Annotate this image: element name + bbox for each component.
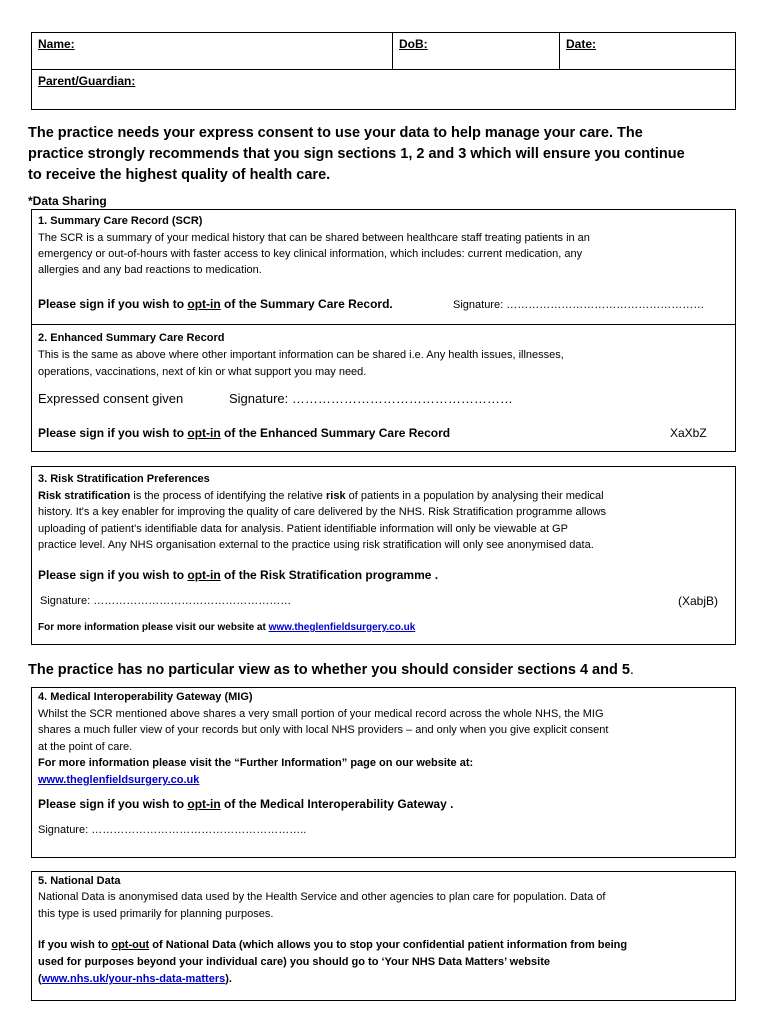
s1-sign-pre: Please sign if you wish to: [38, 297, 188, 311]
s4-line-1: Whilst the SCR mentioned above shares a very small portion of your medical record across the whole NHS, the MIG: [38, 708, 604, 720]
intro-line-1: The practice needs your express consent to use your data to help manage your care. The: [28, 125, 643, 141]
s5-opt-out-line-3: [38, 971, 232, 987]
s2-handwritten-signature: XaXbZ: [670, 426, 707, 440]
intro-line-3: to receive the highest quality of health care.: [28, 167, 331, 183]
name-label: Name:: [38, 37, 75, 51]
s4-website-link[interactable]: www.theglenfieldsurgery.co.uk: [38, 774, 200, 786]
s4-line-2: shares a much fuller view of your records but only with local NHS providers – and only when you give explicit consent: [38, 724, 609, 736]
s5-line-1: National Data is anonymised data used by the Health Service and other agencies to plan care for population. Data of: [38, 891, 606, 903]
section-1-summary-care-record: [31, 209, 736, 325]
s5-p3-open: (: [38, 973, 42, 985]
s3-line-1: [38, 488, 604, 504]
s1-opt-in: opt-in: [187, 297, 221, 311]
name-cell[interactable]: [32, 33, 393, 69]
s2-opt-in: opt-in: [187, 426, 221, 440]
s1-line-1: The SCR is a summary of your medical history that can be shared between healthcare staff treating patients in an: [38, 232, 590, 244]
parent-cell[interactable]: [32, 70, 735, 109]
section-3-risk-stratification: [31, 466, 736, 645]
date-cell[interactable]: [560, 33, 735, 69]
s4-more-info: For more information please visit the “Further Information” page on our website at:: [38, 757, 474, 769]
section-2-enhanced-scr: [31, 324, 736, 452]
s3-more-info: [38, 620, 415, 636]
s3-line-3: uploading of patient’s identifiable data for analysis. Patient identifiable information will only be viewable at GP: [38, 523, 568, 535]
s5-line-2: this type is used primarily for planning purposes.: [38, 908, 274, 920]
s2-line-2: operations, vaccinations, next of kin or what support you may need.: [38, 366, 367, 378]
s5-p3-close: ).: [225, 973, 232, 985]
s1-sign-post: of the Summary Care Record.: [220, 297, 393, 311]
mid-dot: .: [629, 662, 634, 678]
mid-text: The practice has no particular view as to whether you should consider sections 4 and 5: [28, 662, 630, 678]
s5-title: 5. National Data: [38, 875, 121, 887]
section-5-national-data: [31, 871, 736, 1001]
s4-sign-prompt: [38, 796, 453, 812]
s4-opt-in: opt-in: [187, 797, 221, 811]
s4-signature-field[interactable]: Signature: …………………………………………………..: [38, 824, 307, 836]
s1-line-2: emergency or out-of-hours with faster access to key clinical information, which includes: current medication, any: [38, 248, 583, 260]
s1-sign-prompt: [38, 296, 393, 312]
s5-opt-out: opt-out: [111, 939, 150, 951]
s3-title: 3. Risk Stratification Preferences: [38, 473, 210, 485]
s1-signature-field[interactable]: Signature: ………………………………………………: [453, 299, 705, 311]
s4-line-3: at the point of care.: [38, 741, 133, 753]
s5-opt-out-line-1: [38, 937, 627, 953]
s3-risk-stratification-term: Risk stratification: [38, 490, 131, 502]
s4-title: 4. Medical Interoperability Gateway (MIG): [38, 691, 253, 703]
s2-title: 2. Enhanced Summary Care Record: [38, 332, 225, 344]
s3-opt-in: opt-in: [187, 568, 221, 582]
s3-line-4: practice level. Any NHS organisation external to the practice using risk stratification will only see anonymised data.: [38, 539, 594, 551]
section-4-mig: [31, 687, 736, 858]
s2-sign-prompt: [38, 425, 450, 441]
dob-label: DoB:: [399, 37, 428, 51]
s5-nhs-link[interactable]: www.nhs.uk/your-nhs-data-matters: [41, 973, 226, 985]
s1-title: 1. Summary Care Record (SCR): [38, 215, 203, 227]
s5-p1-post: of National Data (which allows you to stop your confidential patient information from being: [149, 939, 628, 951]
s3-website-link[interactable]: www.theglenfieldsurgery.co.uk: [268, 622, 416, 633]
s3-sign-pre: Please sign if you wish to: [38, 568, 188, 582]
s1-line-3: allergies and any bad reactions to medication.: [38, 264, 262, 276]
s2-signature-field[interactable]: Signature: ……………………………………………: [229, 391, 513, 406]
s2-sign-post: of the Enhanced Summary Care Record: [220, 426, 451, 440]
s3-risk-term: risk: [325, 490, 346, 502]
data-sharing-label: *Data Sharing: [28, 194, 107, 208]
patient-details-table: [31, 32, 736, 110]
s3-line-2: history. It's a key enabler for improving the quality of care delivered by the NHS. Risk Stratification programme allows: [38, 506, 607, 518]
s2-consent-text: Expressed consent given: [38, 391, 184, 406]
s3-l1-a: is the process of identifying the relative: [130, 490, 326, 502]
s2-sign-pre: Please sign if you wish to: [38, 426, 188, 440]
s4-sign-post: of the Medical Interoperability Gateway .: [220, 797, 454, 811]
s3-sign-prompt: [38, 567, 438, 583]
date-label: Date:: [566, 37, 597, 51]
sections-4-5-statement: [28, 660, 634, 681]
parent-label: Parent/Guardian:: [38, 74, 136, 88]
s3-sign-post: of the Risk Stratification programme .: [220, 568, 439, 582]
s4-sign-pre: Please sign if you wish to: [38, 797, 188, 811]
s3-more-text: For more information please visit our website at: [38, 622, 269, 633]
s3-l1-d: of patients in a population by analysing their medical: [345, 490, 604, 502]
s3-signature-field[interactable]: Signature: ………………………………………………: [40, 595, 292, 607]
s3-handwritten-signature: (XabjB): [678, 594, 719, 608]
dob-cell[interactable]: [393, 33, 560, 69]
s2-line-1: This is the same as above where other important information can be shared i.e. Any health issues, illnesses,: [38, 349, 564, 361]
intro-line-2: practice strongly recommends that you sign sections 1, 2 and 3 which will ensure you continue: [28, 146, 685, 162]
s5-p1-pre: If you wish to: [38, 939, 112, 951]
s5-opt-out-line-2: used for purposes beyond your individual care) you should go to ‘Your NHS Data Matters’ website: [38, 956, 550, 968]
